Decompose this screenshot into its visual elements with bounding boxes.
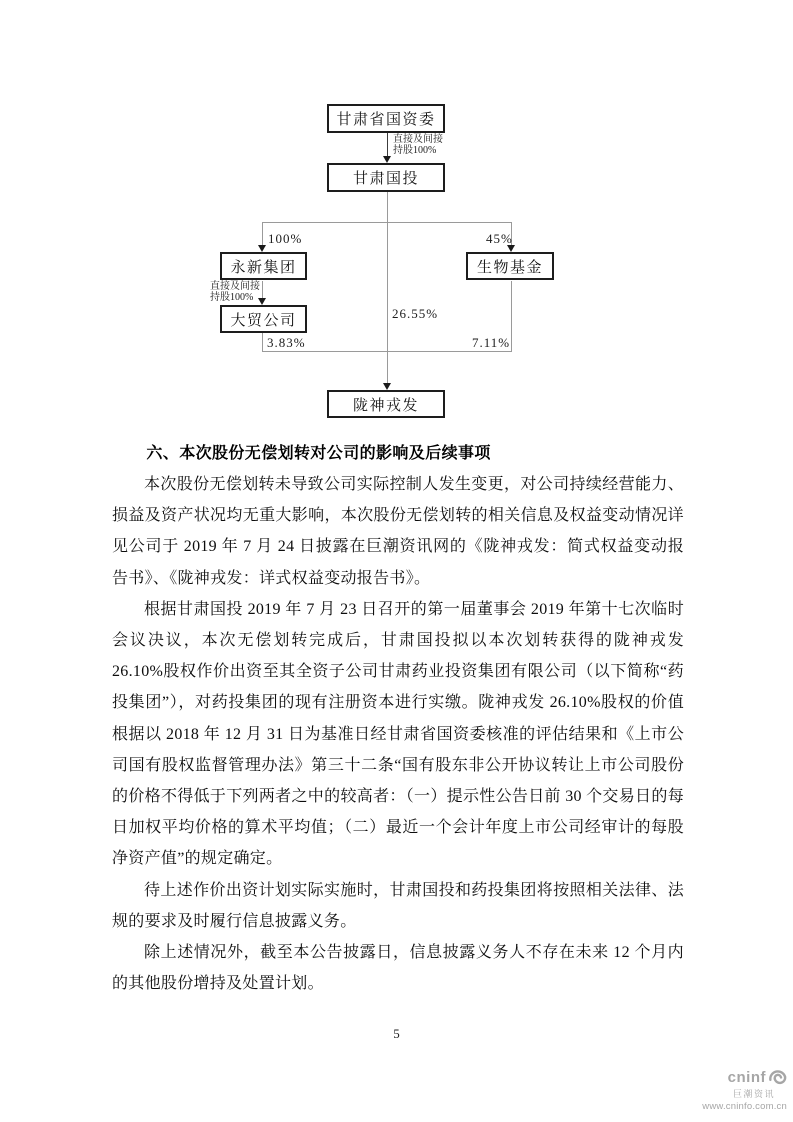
edge-label-direct-indirect-100-top: 直接及间接 持股100% bbox=[393, 134, 443, 156]
node-label: 甘肃国投 bbox=[352, 171, 419, 187]
edge-label-45pct: 45% bbox=[486, 231, 513, 246]
edge-branch-bottom bbox=[262, 351, 512, 352]
node-gansu-sasac bbox=[327, 104, 445, 133]
section-heading: 六、本次股份无偿划转对公司的影响及后续事项 bbox=[146, 445, 491, 462]
edge-label-383pct: 3.83% bbox=[267, 335, 306, 350]
cninfo-logo-text: cninf bbox=[727, 1069, 766, 1086]
cninfo-caption: 巨潮资讯 bbox=[732, 1089, 775, 1099]
edge-damao-down bbox=[262, 333, 263, 352]
edge-label-711pct: 7.11% bbox=[472, 335, 511, 350]
document-body bbox=[112, 438, 684, 999]
cninfo-logo bbox=[702, 1068, 787, 1112]
cninfo-url: www.cninfo.com.cn bbox=[702, 1101, 787, 1112]
edge-guotou-longshen bbox=[387, 192, 388, 384]
node-yongxin-group bbox=[220, 252, 307, 280]
arrowhead-guotou bbox=[383, 156, 391, 163]
node-label: 生物基金 bbox=[476, 259, 543, 276]
edge-label-direct-indirect-100-left: 直接及间接 持股100% bbox=[210, 281, 260, 303]
cninfo-logo-row bbox=[702, 1068, 787, 1087]
edge-label-2655pct: 26.55% bbox=[392, 306, 439, 321]
node-gansu-guotou bbox=[327, 163, 445, 192]
node-damao-company bbox=[220, 305, 307, 333]
paragraph: 除上述情况外，截至本公告披露日，信息披露义务人不存在未来 12 个月内的其他股份增持及处置计划。 bbox=[112, 944, 684, 993]
edge-branch-yongxin bbox=[262, 222, 263, 246]
edge-label-100pct: 100% bbox=[268, 231, 303, 246]
ownership-structure-diagram bbox=[0, 0, 793, 430]
paragraph: 待上述作价出资计划实际实施时，甘肃国投和药投集团将按照相关法律、法规的要求及时履行信息披露义务。 bbox=[112, 881, 684, 930]
edge-branch-top bbox=[262, 222, 512, 223]
node-label: 永新集团 bbox=[230, 259, 297, 276]
paragraph: 根据甘肃国投 2019 年 7 月 23 日召开的第一届董事会 2019 年第十七次临时会议决议，本次无偿划转完成后，甘肃国投拟以本次划转获得的陇神戎发 26.10%股权作价出资至其全资子公司甘肃药业投资集团有限公司（以下简称“药投集团”），对药投集团的现有注册资本进行实缴。陇神戎发 26.10%股权的价值根据以 2018 年 12 月 31 日为基准日经甘肃省国资委核准的评估结果和《上市公司国有股权监督管理办法》第三十二条“国有股东非公开协议转让上市公司股份的价格不得低于下列两者之中的较高者：（一）提示性公告日前 30 个交易日的每日加权平均价格的算术平均值；（二）最近一个会计年度上市公司经审计的每股净资产值”的规定确定。 bbox=[112, 600, 684, 868]
edge-yongxin-damao bbox=[262, 281, 263, 299]
paragraph: 本次股份无偿划转未导致公司实际控制人发生变更，对公司持续经营能力、损益及资产状况均无重大影响，本次股份无偿划转的相关信息及权益变动情况详见公司于 2019 年 7 月 24 日披露在巨潮资讯网的《陇神戎发：简式权益变动报告书》、《陇神戎发：详式权益变动报告书》。 bbox=[112, 476, 684, 587]
node-label: 陇神戎发 bbox=[352, 397, 419, 414]
edge-biofund-down bbox=[511, 281, 512, 352]
cninfo-swirl-icon bbox=[768, 1068, 787, 1087]
node-bio-fund bbox=[466, 252, 554, 280]
arrowhead-yongxin bbox=[258, 245, 266, 252]
node-longshen-rongfa bbox=[327, 390, 445, 418]
node-label: 大贸公司 bbox=[230, 312, 297, 329]
page-number: 5 bbox=[393, 1026, 400, 1041]
arrowhead-longshen bbox=[383, 383, 391, 390]
node-label: 甘肃省国资委 bbox=[336, 112, 436, 128]
